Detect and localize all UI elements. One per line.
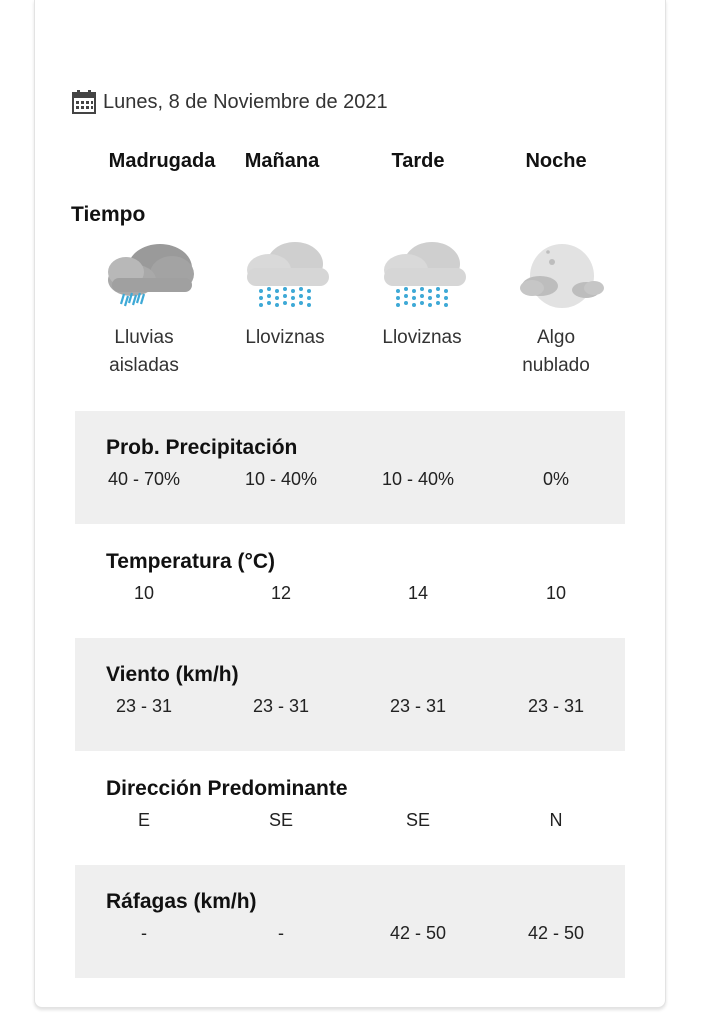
gusts-value-noche: 42 - 50 — [527, 923, 585, 943]
weather-section-title: Tiempo — [71, 203, 146, 226]
wind-value-tarde: 23 - 31 — [389, 696, 447, 716]
wind-row — [75, 638, 625, 751]
period-manana: Mañana — [244, 150, 320, 172]
gusts-value-tarde: 42 - 50 — [389, 923, 447, 943]
period-noche: Noche — [525, 150, 587, 172]
direction-title: Dirección Predominante — [106, 777, 348, 800]
drizzle-icon — [237, 238, 337, 310]
temperature-value-manana: 12 — [270, 583, 292, 603]
date-label: Lunes, 8 de Noviembre de 2021 — [103, 90, 388, 113]
precip-title: Prob. Precipitación — [106, 436, 298, 459]
period-tarde: Tarde — [391, 150, 445, 172]
precip-value-manana: 10 - 40% — [244, 469, 318, 489]
drizzle-icon — [374, 238, 474, 310]
direction-value-tarde: SE — [405, 810, 430, 830]
temperature-value-madrugada: 10 — [133, 583, 155, 603]
wind-value-noche: 23 - 31 — [527, 696, 585, 716]
weather-desc-tarde: Lloviznas — [382, 327, 462, 348]
date-header — [71, 86, 388, 118]
weather-desc-noche: Algo nublado — [522, 327, 590, 376]
direction-value-madrugada: E — [137, 810, 150, 830]
rain-showers-icon — [102, 238, 202, 310]
weather-desc-manana: Lloviznas — [245, 327, 325, 348]
gusts-value-manana: - — [278, 923, 284, 943]
direction-value-noche: N — [549, 810, 563, 830]
weather-desc-madrugada: Lluvias aisladas — [109, 327, 179, 376]
temperature-value-noche: 10 — [545, 583, 567, 603]
precip-value-noche: 0% — [542, 469, 569, 489]
temperature-value-tarde: 14 — [407, 583, 429, 603]
temperature-title: Temperatura (°C) — [106, 550, 276, 573]
gusts-title: Ráfagas (km/h) — [106, 890, 257, 913]
gusts-row — [75, 865, 625, 978]
weather-icons-row — [0, 238, 702, 310]
precip-value-tarde: 10 - 40% — [381, 469, 455, 489]
period-madrugada: Madrugada — [108, 150, 216, 172]
temperature-row — [75, 525, 625, 638]
precip-value-madrugada: 40 - 70% — [107, 469, 181, 489]
wind-value-manana: 23 - 31 — [252, 696, 310, 716]
precip-row — [75, 411, 625, 524]
gusts-value-madrugada: - — [141, 923, 147, 943]
direction-row — [75, 752, 625, 865]
direction-value-manana: SE — [268, 810, 293, 830]
partly-cloudy-night-icon — [512, 238, 612, 310]
wind-value-madrugada: 23 - 31 — [115, 696, 173, 716]
calendar-icon — [71, 89, 97, 115]
period-headers — [0, 150, 702, 178]
wind-title: Viento (km/h) — [106, 663, 239, 686]
